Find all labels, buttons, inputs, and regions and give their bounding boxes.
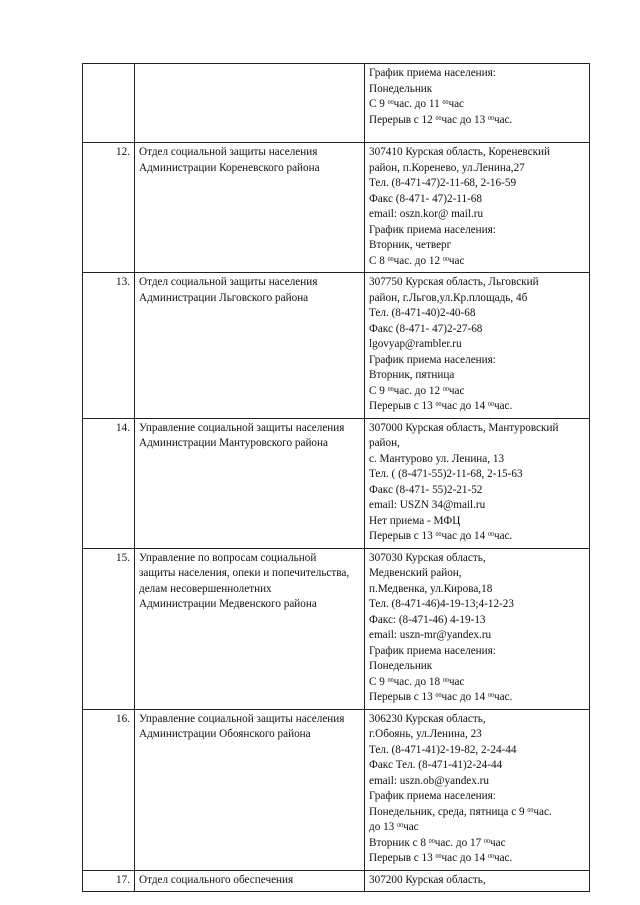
office-name-line: Администрации Мантуровского района: [139, 437, 328, 449]
contact-text: Тел. (8-471-46)4-19-13;4-12-23: [369, 598, 514, 610]
offices-table: [82, 63, 590, 892]
contact-line: [369, 582, 585, 598]
contact-text: Тел. (8-471-40)2-40-68: [369, 307, 476, 319]
contact-text: 307750 Курская область, Льговский: [369, 276, 539, 288]
contact-text: час. до 18: [393, 675, 443, 688]
contact-text: Медвенский район,: [369, 567, 462, 579]
contact-cell: [365, 64, 590, 143]
contact-text: 307030 Курская область,: [369, 551, 486, 564]
contact-text: lgovyap@rambler.ru: [369, 338, 462, 350]
contact-cell: [365, 709, 590, 870]
contact-text: час.: [533, 805, 552, 818]
contact-text: С 9: [369, 675, 388, 688]
contact-line: [369, 113, 585, 129]
contact-text: п.Медвенка, ул.Кирова,18: [369, 582, 493, 595]
contact-line: [369, 758, 585, 774]
contact-text: час до 14: [441, 852, 488, 864]
contact-text: час. до 17: [434, 836, 484, 849]
table-row: [83, 273, 590, 419]
contact-text: Вторник, четверг: [369, 239, 452, 251]
contact-line: [369, 275, 585, 291]
contact-line: [369, 690, 585, 706]
contact-text: Перерыв с 13: [369, 530, 436, 542]
contact-text: Тел. (8-471-47)2-11-68, 2-16-59: [369, 177, 517, 189]
contact-cell: [365, 548, 590, 709]
time-superscript: 00: [435, 532, 442, 538]
contact-line: [369, 529, 585, 545]
contact-text: График приема населения:: [369, 790, 496, 802]
contact-line: [369, 498, 585, 514]
contact-text: Тел. (8-471-41)2-19-82, 2-24-44: [369, 743, 517, 756]
contact-line: [369, 82, 585, 98]
contact-text: час.: [493, 691, 513, 703]
contact-text: час. до 12: [393, 254, 443, 267]
contact-line: [369, 467, 585, 483]
contact-text: час: [448, 98, 465, 110]
contact-line: [369, 628, 585, 644]
contact-line: [369, 452, 585, 468]
contact-line: [369, 291, 585, 307]
time-superscript: 00: [435, 693, 442, 699]
contact-line: [369, 306, 585, 322]
contact-line: [369, 145, 585, 161]
contact-text: 307410 Курская область, Кореневский: [369, 146, 551, 158]
contact-text: до 13: [369, 821, 398, 833]
time-superscript: 00: [435, 115, 442, 122]
time-superscript: 00: [442, 100, 449, 106]
contact-line: [369, 436, 585, 452]
contact-text: г.Обоянь, ул.Ленина, 23: [369, 728, 482, 740]
time-superscript: 00: [442, 677, 449, 684]
contact-text: час до 14: [441, 400, 488, 412]
office-name-line: Управление по вопросам социальной: [139, 551, 317, 564]
office-name-cell: [135, 548, 365, 709]
contact-text: час.: [493, 400, 513, 412]
office-name-cell: [135, 709, 365, 870]
contact-line: [369, 514, 585, 530]
office-name-cell: [135, 143, 365, 273]
time-superscript: 00: [387, 256, 394, 263]
contact-text: С 8: [369, 254, 388, 267]
table-row: [83, 870, 590, 892]
contact-text: Понедельник, среда, пятница с 9: [369, 805, 528, 818]
table-row: [83, 64, 590, 143]
contact-text: email: uszn-mr@yandex.ru: [369, 629, 492, 641]
offices-table-body: [83, 64, 590, 892]
contact-text: с. Мантурово ул. Ленина, 13: [369, 452, 505, 465]
office-name-cell: [135, 418, 365, 548]
row-number: 12.: [83, 143, 135, 273]
contact-line: [369, 613, 585, 629]
contact-text: 306230 Курская область,: [369, 712, 486, 725]
table-row: [83, 548, 590, 709]
contact-text: Вторник с 8: [369, 836, 429, 849]
contact-line: [369, 551, 585, 567]
contact-text: С 9: [369, 98, 388, 110]
contact-line: [369, 66, 585, 82]
contact-text: Факс (8-471- 55)2-21-52: [369, 483, 483, 496]
contact-text: Вторник, пятница: [369, 369, 455, 381]
contact-line: [369, 254, 585, 270]
time-superscript: 00: [428, 838, 435, 845]
contact-line: [369, 727, 585, 743]
contact-text: час: [489, 836, 506, 849]
office-name-cell: [135, 870, 365, 892]
contact-text: час: [403, 821, 419, 833]
time-superscript: 00: [487, 115, 494, 122]
contact-text: Перерыв с 13: [369, 400, 436, 412]
time-superscript: 00: [442, 386, 449, 393]
contact-text: час: [448, 254, 465, 267]
office-name-line: Отдел социального обеспечения: [139, 873, 294, 886]
contact-text: Факс: (8-471-46) 4-19-13: [369, 613, 486, 626]
contact-text: График приема населения:: [369, 223, 496, 236]
table-row: [83, 418, 590, 548]
office-name-line: Управление социальной защиты населения: [139, 421, 345, 434]
contact-line: [369, 774, 585, 790]
contact-text: Понедельник: [369, 82, 433, 95]
contact-line: [369, 675, 585, 691]
contact-line: [369, 644, 585, 660]
time-superscript: 00: [435, 402, 442, 408]
contact-text: час.: [493, 530, 513, 542]
contact-line: [369, 743, 585, 759]
time-superscript: 00: [397, 823, 404, 829]
contact-line: [369, 659, 585, 675]
contact-line: [369, 712, 585, 728]
contact-line: [369, 836, 585, 852]
time-superscript: 00: [487, 532, 494, 538]
table-row: [83, 143, 590, 273]
office-name-line: Управление социальной защиты населения: [139, 712, 345, 725]
contact-line: [369, 384, 585, 400]
contact-text: Перерыв с 13: [369, 691, 436, 703]
time-superscript: 00: [435, 854, 442, 860]
contact-line: [369, 873, 585, 889]
time-superscript: 00: [483, 838, 490, 845]
row-number: 14.: [83, 418, 135, 548]
contact-text: email: uszn.ob@yandex.ru: [369, 774, 489, 787]
office-name-line: Администрации Медвенского района: [139, 598, 317, 610]
contact-cell: [365, 418, 590, 548]
contact-text: Факс (8-471- 47)2-27-68: [369, 322, 483, 335]
contact-text: С 9: [369, 384, 388, 397]
contact-line: [369, 337, 585, 353]
contact-line: [369, 238, 585, 254]
office-name-line: Администрации Кореневского района: [139, 161, 320, 174]
contact-line: [369, 353, 585, 369]
contact-text: Перерыв с 12: [369, 113, 436, 126]
contact-text: 307200 Курская область,: [369, 873, 486, 886]
office-name-cell: [135, 64, 365, 143]
contact-text: час до 14: [441, 530, 488, 542]
contact-cell: [365, 870, 590, 892]
contact-text: час: [448, 675, 465, 688]
time-superscript: 00: [387, 677, 394, 684]
time-superscript: 00: [387, 100, 394, 106]
time-superscript: 00: [487, 854, 494, 860]
contact-cell: [365, 143, 590, 273]
contact-line: [369, 368, 585, 384]
contact-line: [369, 566, 585, 582]
contact-line: [369, 483, 585, 499]
contact-text: Тел. ( (8-471-55)2-11-68, 2-15-63: [369, 468, 523, 480]
contact-line: [369, 207, 585, 223]
contact-line: [369, 161, 585, 177]
contact-text: Перерыв с 13: [369, 852, 436, 864]
contact-text: email: USZN 34@mail.ru: [369, 499, 486, 511]
contact-text: 307000 Курская область, Мантуровский: [369, 421, 559, 434]
contact-line: [369, 192, 585, 208]
contact-text: Факс (8-471- 47)2-11-68: [369, 192, 482, 205]
contact-text: час. до 12: [393, 384, 443, 397]
contact-line: [369, 851, 585, 867]
office-name-line: делам несовершеннолетних: [139, 582, 272, 595]
contact-cell: [365, 273, 590, 419]
contact-line: [369, 176, 585, 192]
row-number: 15.: [83, 548, 135, 709]
office-name-line: Отдел социальной защиты населения: [139, 276, 318, 288]
contact-text: email: oszn.kor@ mail.ru: [369, 208, 484, 220]
time-superscript: 00: [387, 386, 394, 393]
row-number: 13.: [83, 273, 135, 419]
table-row: [83, 709, 590, 870]
contact-text: График приема населения:: [369, 644, 496, 657]
contact-text: час до 13: [441, 113, 488, 126]
contact-line: [369, 597, 585, 613]
contact-text: Нет приема - МФЦ: [369, 514, 461, 527]
time-superscript: 00: [487, 693, 494, 699]
office-name-line: защиты населения, опеки и попечительства,: [139, 567, 350, 579]
contact-text: График приема населения:: [369, 353, 496, 366]
contact-text: Понедельник: [369, 660, 433, 672]
time-superscript: 00: [527, 807, 534, 814]
time-superscript: 00: [442, 256, 449, 263]
contact-line: [369, 322, 585, 338]
contact-line: [369, 805, 585, 821]
office-name-line: Отдел социальной защиты населения: [139, 146, 318, 158]
contact-text: район, г.Льгов,ул.Кр.площадь, 4б: [369, 291, 528, 304]
contact-text: район,: [369, 437, 400, 449]
contact-text: час.: [493, 113, 513, 126]
contact-text: час до 14: [441, 691, 488, 703]
contact-text: район, п.Коренево, ул.Ленина,27: [369, 161, 525, 174]
contact-line: [369, 97, 585, 113]
contact-text: час. до 11: [393, 98, 443, 110]
contact-text: Факс Тел. (8-471-41)2-24-44: [369, 759, 503, 771]
contact-line: [369, 820, 585, 836]
contact-text: час.: [493, 852, 513, 864]
office-name-line: Администрации Льговского района: [139, 291, 309, 304]
contact-text: час: [448, 384, 465, 397]
office-name-cell: [135, 273, 365, 419]
row-number: 17.: [83, 870, 135, 892]
row-number: 16.: [83, 709, 135, 870]
row-number: [83, 64, 135, 143]
time-superscript: 00: [487, 402, 494, 408]
contact-line: [369, 789, 585, 805]
office-name-line: Администрации Обоянского района: [139, 728, 311, 740]
contact-line: [369, 421, 585, 437]
contact-line: [369, 223, 585, 239]
contact-line: [369, 399, 585, 415]
contact-text: График приема населения:: [369, 67, 496, 79]
